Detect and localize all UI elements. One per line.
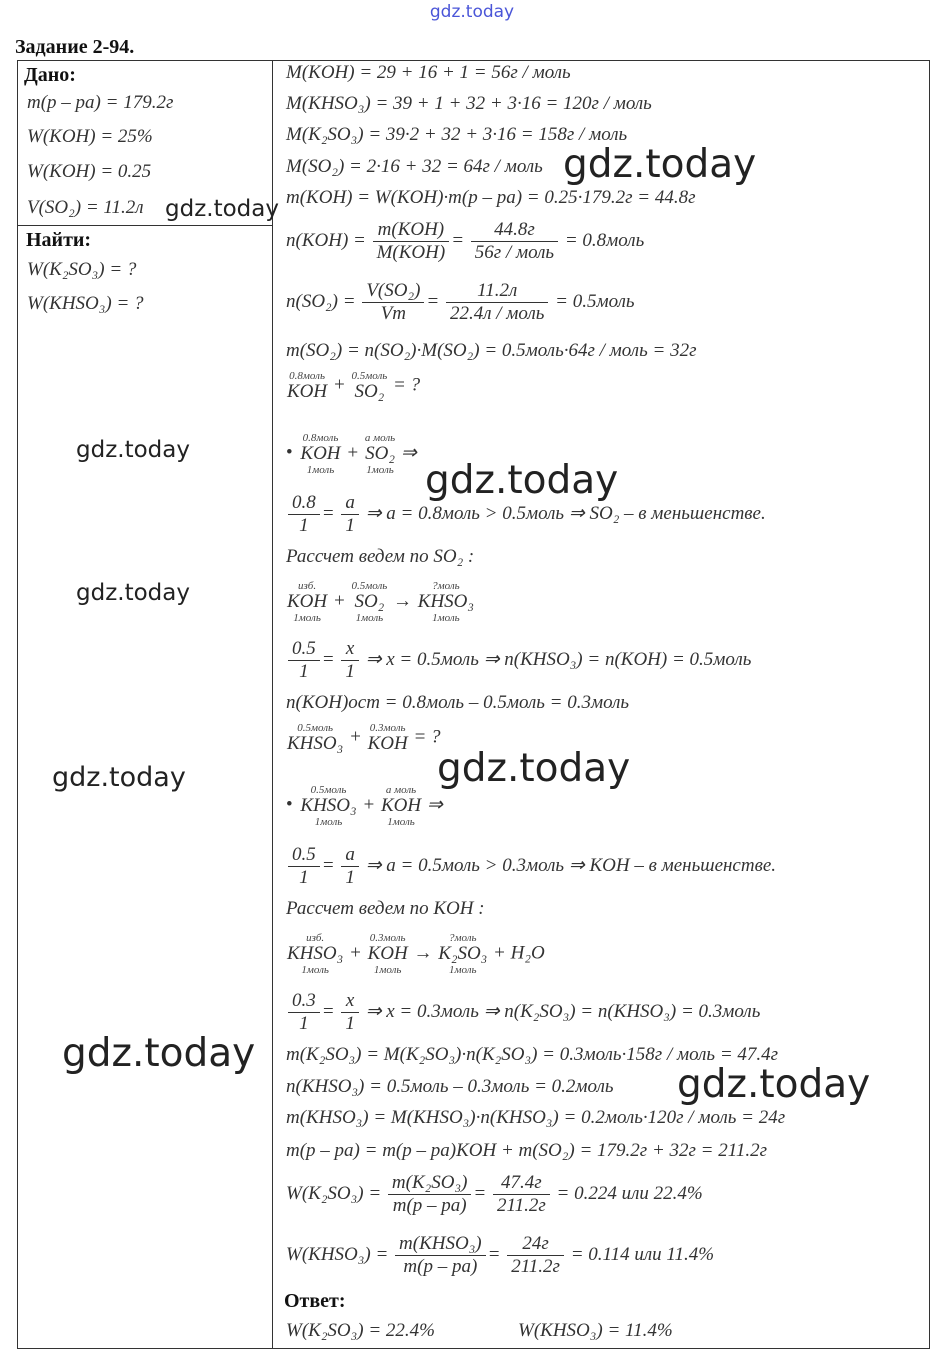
- given-line: W(KOH) = 25%: [27, 126, 153, 147]
- watermark: gdz.today: [425, 458, 619, 503]
- watermark: gdz.today: [52, 762, 186, 793]
- fraction: [341, 844, 359, 889]
- formula-lhs: W(KHSO₃) =: [286, 1243, 389, 1265]
- numerator: 0.3: [288, 990, 320, 1013]
- numerator: 0.8: [288, 492, 320, 515]
- comparison-line: $\frac{0.8}{1}$ = $\frac{a}{1}$ ⇒ a = 0.8моль > 0.5моль ⇒ SO₂ – в меньшенстве.: [286, 492, 766, 537]
- species: [365, 432, 395, 476]
- formula-w-k2so3: W(K₂SO₃) = $\frac{\text{m(K₂SO₃)}}{m(p - pa)}$ = 47.4г 211.2г = 0.224 или 22.4%: [286, 1172, 703, 1216]
- solution-line: m(KOH) = W(KOH)·m(p – pa) = 0.25·179.2г = 44.8г: [286, 187, 696, 208]
- numerator: x: [341, 638, 359, 661]
- formula-lhs: W(K₂SO₃) =: [286, 1182, 382, 1204]
- fraction: [288, 990, 320, 1035]
- comparison-line: $\frac{0.5}{1}$ = $\frac{x}{1}$ ⇒ x = 0.5моль ⇒ n(KHSO₃) = n(KOH) = 0.5моль: [286, 638, 751, 683]
- find-line: W(K₂SO₃) = ?: [27, 259, 137, 280]
- reaction-koh-so2-khso3: изб. KOH 1моль + 0.5моль SO₂ 1моль → ?моль KHSO₃ 1моль: [287, 580, 474, 624]
- numerator: 11.2л: [446, 280, 548, 303]
- mole-label: 1моль: [432, 612, 460, 624]
- denominator: M(KOH): [376, 242, 446, 263]
- reaction-tail: + H₂O: [493, 942, 545, 964]
- watermark: gdz.today: [76, 580, 190, 606]
- denominator: Vm: [380, 303, 407, 324]
- reaction-khso3-koh-ratio: • 0.5моль KHSO₃ 1моль + a моль KOH 1моль ⇒: [286, 784, 443, 828]
- mole-label: 1моль: [306, 464, 335, 476]
- numerator: 44.8г: [471, 219, 558, 242]
- mole-label: 1моль: [387, 816, 415, 828]
- denominator: 56г / моль: [474, 242, 555, 263]
- fraction: [288, 492, 320, 537]
- column-divider: [272, 60, 273, 1349]
- denominator: 1: [345, 1013, 355, 1034]
- numerator: m(KHSO₃): [395, 1233, 486, 1256]
- mole-label: 1моль: [314, 816, 343, 828]
- formula: K₂SO₃: [438, 943, 488, 964]
- species: [351, 580, 387, 624]
- mole-label: 1моль: [373, 964, 402, 976]
- species: [287, 370, 327, 402]
- mole-label: 1моль: [355, 612, 384, 624]
- numerator: 0.5: [288, 638, 320, 661]
- denominator: 1: [345, 515, 355, 536]
- amount-label: 0.8моль: [302, 432, 339, 444]
- amount-label: 0.5моль: [297, 722, 334, 734]
- fraction: [341, 990, 359, 1035]
- formula-rhs: = 0.8моль: [564, 229, 645, 251]
- fraction: [288, 638, 320, 683]
- arrow-icon: →: [393, 590, 413, 612]
- formula: SO₂: [365, 443, 395, 464]
- formula-rhs: = 0.5моль: [555, 290, 635, 312]
- species: [300, 784, 356, 828]
- amount-label: ?моль: [448, 932, 477, 944]
- fraction: [341, 492, 359, 537]
- answer-header: Ответ:: [284, 1290, 346, 1312]
- watermark: gdz.today: [563, 142, 757, 187]
- find-line: W(KHSO₃) = ?: [27, 293, 144, 314]
- amount-label: 0.3моль: [369, 932, 406, 944]
- given-find-divider: [17, 225, 273, 226]
- denominator: 22.4л / моль: [449, 303, 545, 324]
- solution-line: M(SO₂) = 2·16 + 32 = 64г / моль: [286, 156, 543, 177]
- comparison-text: ⇒ a = 0.5моль > 0.3моль ⇒ KOH – в меньшенстве.: [365, 854, 777, 876]
- species: [381, 784, 421, 828]
- denominator: m(p – pa): [392, 1195, 467, 1216]
- formula-n-so2: n(SO₂) = $\frac{\text{V(SO₂)}}{Vm}$ = 11.2л 22.4л / моль = 0.5моль: [286, 280, 635, 324]
- bullet-icon: •: [286, 794, 293, 816]
- numerator: m(KOH): [373, 219, 450, 242]
- amount-label: ?моль: [432, 580, 460, 592]
- amount-label: 0.5моль: [351, 580, 388, 592]
- fraction: [446, 280, 548, 325]
- formula: KHSO₃: [417, 591, 474, 612]
- fraction: [341, 638, 359, 683]
- formula: KOH: [367, 943, 408, 964]
- numerator: x: [341, 990, 359, 1013]
- species: [368, 722, 408, 754]
- species: [438, 932, 487, 976]
- amount-label: изб.: [306, 932, 325, 944]
- answer-line: W(K₂SO₃) = 22.4%: [286, 1320, 435, 1341]
- formula-n-koh: n(KOH) = m(KOH) M(KOH) = 44.8г 56г / моль = 0.8моль: [286, 219, 645, 263]
- solution-line: m(p – pa) = m(p – pa)KOH + m(SO₂) = 179.2г + 32г = 211.2г: [286, 1140, 768, 1161]
- given-line: W(KOH) = 0.25: [27, 161, 152, 182]
- formula: KOH: [287, 381, 328, 402]
- amount-label: 0.5моль: [351, 370, 388, 382]
- task-title: Задание 2-94.: [15, 36, 135, 58]
- numerator: 24г: [507, 1233, 564, 1256]
- denominator: 1: [299, 867, 309, 888]
- comparison-line: $\frac{0.3}{1}$ = $\frac{x}{1}$ ⇒ x = 0.3моль ⇒ n(K₂SO₃) = n(KHSO₃) = 0.3моль: [286, 990, 760, 1035]
- fraction: [373, 219, 450, 264]
- amount-label: 0.3моль: [369, 722, 406, 734]
- watermark-top: gdz.today: [429, 2, 515, 22]
- solution-line: M(KOH) = 29 + 16 + 1 = 56г / моль: [286, 62, 571, 83]
- answer-line: W(KHSO₃) = 11.4%: [518, 1320, 673, 1341]
- watermark: gdz.today: [76, 437, 190, 463]
- formula: KOH: [300, 443, 341, 464]
- solution-line: m(KHSO₃) = M(KHSO₃)·n(KHSO₃) = 0.2моль·120г / моль = 24г: [286, 1107, 786, 1128]
- amount-label: изб.: [298, 580, 317, 592]
- reaction-tail: = ?: [393, 374, 421, 396]
- watermark: gdz.today: [62, 1031, 256, 1076]
- numerator: m(K₂SO₃): [388, 1172, 471, 1195]
- denominator: 1: [299, 515, 309, 536]
- denominator: 211.2г: [511, 1256, 560, 1277]
- species: [300, 432, 340, 476]
- species: [418, 580, 474, 624]
- denominator: 1: [299, 661, 309, 682]
- denominator: 1: [299, 1013, 309, 1034]
- fraction: [493, 1172, 550, 1217]
- formula: KHSO₃: [300, 795, 357, 816]
- species: [287, 722, 343, 754]
- arrow-icon: →: [413, 942, 433, 964]
- numerator: 0.5: [288, 844, 320, 867]
- denominator: 211.2г: [496, 1195, 546, 1216]
- fraction: [288, 844, 320, 889]
- numerator: a: [341, 492, 359, 515]
- mole-label: 1моль: [448, 964, 477, 976]
- numerator: a: [341, 844, 359, 867]
- reaction-koh-so2: 0.8моль KOH + 0.5моль SO₂ = ?: [287, 370, 421, 402]
- formula: KHSO₃: [287, 943, 344, 964]
- comparison-text: ⇒ x = 0.3моль ⇒ n(K₂SO₃) = n(KHSO₃) = 0.3моль: [365, 1000, 761, 1022]
- reaction-tail: ⇒: [400, 442, 417, 464]
- reaction-tail: = ?: [413, 726, 441, 748]
- fraction: [362, 280, 424, 325]
- formula: KOH: [287, 591, 328, 612]
- numerator: 47.4г: [493, 1172, 550, 1195]
- amount-label: 0.5моль: [310, 784, 347, 796]
- fraction: [507, 1233, 564, 1278]
- solution-line: m(SO₂) = n(SO₂)·M(SO₂) = 0.5моль·64г / моль = 32г: [286, 340, 697, 361]
- mole-label: 1моль: [301, 964, 329, 976]
- given-line: V(SO₂) = 11.2л: [27, 197, 144, 218]
- amount-label: 0.8моль: [289, 370, 325, 382]
- find-header: Найти:: [26, 229, 92, 251]
- fraction: [471, 219, 558, 264]
- amount-label: a моль: [364, 432, 396, 444]
- watermark: gdz.today: [165, 196, 279, 222]
- calc-basis-koh: Рассчет ведем по KOH :: [286, 898, 485, 919]
- solution-line: n(KOH)ост = 0.8моль – 0.5моль = 0.3моль: [286, 692, 630, 713]
- denominator: 1: [345, 661, 355, 682]
- solution-line: n(KHSO₃) = 0.5моль – 0.3моль = 0.2моль: [286, 1076, 614, 1097]
- solution-line: M(KHSO₃) = 39 + 1 + 32 + 3·16 = 120г / моль: [286, 93, 652, 114]
- reaction-khso3-koh: 0.5моль KHSO₃ + 0.3моль KOH = ?: [287, 722, 441, 754]
- watermark: gdz.today: [437, 746, 631, 791]
- given-line: m(p – pa) = 179.2г: [27, 92, 174, 113]
- formula-rhs: = 0.114 или 11.4%: [570, 1243, 715, 1265]
- mole-label: 1моль: [366, 464, 394, 476]
- formula: SO₂: [354, 591, 385, 612]
- formula: KOH: [380, 795, 422, 816]
- species: [368, 932, 408, 976]
- species: [351, 370, 387, 402]
- watermark: gdz.today: [677, 1062, 871, 1107]
- reaction-khso3-koh-k2so3: изб. KHSO₃ 1моль + 0.3моль KOH 1моль → ?моль K₂SO₃ 1моль + H₂O: [287, 932, 545, 976]
- solution-line: m(K₂SO₃) = M(K₂SO₃)·n(K₂SO₃) = 0.3моль·158г / моль = 47.4г: [286, 1044, 779, 1065]
- calc-basis-so2: Рассчет ведем по SO₂ :: [286, 546, 475, 567]
- formula: SO₂: [354, 381, 385, 402]
- formula-lhs: n(KOH) =: [286, 229, 366, 251]
- solution-line: M(K₂SO₃) = 39·2 + 32 + 3·16 = 158г / моль: [286, 124, 628, 145]
- denominator: 1: [345, 867, 355, 888]
- reaction-tail: ⇒: [426, 794, 443, 816]
- amount-label: a моль: [385, 784, 417, 796]
- comparison-text: ⇒ a = 0.8моль > 0.5моль ⇒ SO₂ – в меньшенстве.: [365, 502, 766, 524]
- bullet-icon: •: [286, 442, 293, 464]
- formula-lhs: n(SO₂) =: [286, 290, 356, 312]
- comparison-text: ⇒ x = 0.5моль ⇒ n(KHSO₃) = n(KOH) = 0.5моль: [365, 648, 752, 670]
- formula-rhs: = 0.224 или 22.4%: [556, 1182, 703, 1204]
- species: [287, 932, 343, 976]
- given-header: Дано:: [24, 64, 76, 86]
- species: [287, 580, 327, 624]
- mole-label: 1моль: [293, 612, 321, 624]
- reaction-koh-so2-ratio: • 0.8моль KOH 1моль + a моль SO₂ 1моль ⇒: [286, 432, 417, 476]
- fraction: [395, 1233, 486, 1278]
- formula-w-khso3: W(KHSO₃) = m(KHSO₃) m(p – pa) = 24г 211.2г = 0.114 или 11.4%: [286, 1233, 715, 1277]
- formula: KOH: [367, 733, 408, 754]
- formula: KHSO₃: [287, 733, 344, 754]
- fraction: [388, 1172, 471, 1217]
- numerator: V(SO₂): [362, 280, 424, 303]
- comparison-line: $\frac{0.5}{1}$ = $\frac{a}{1}$ ⇒ a = 0.5моль > 0.3моль ⇒ KOH – в меньшенстве.: [286, 844, 776, 889]
- denominator: m(p – pa): [403, 1256, 478, 1277]
